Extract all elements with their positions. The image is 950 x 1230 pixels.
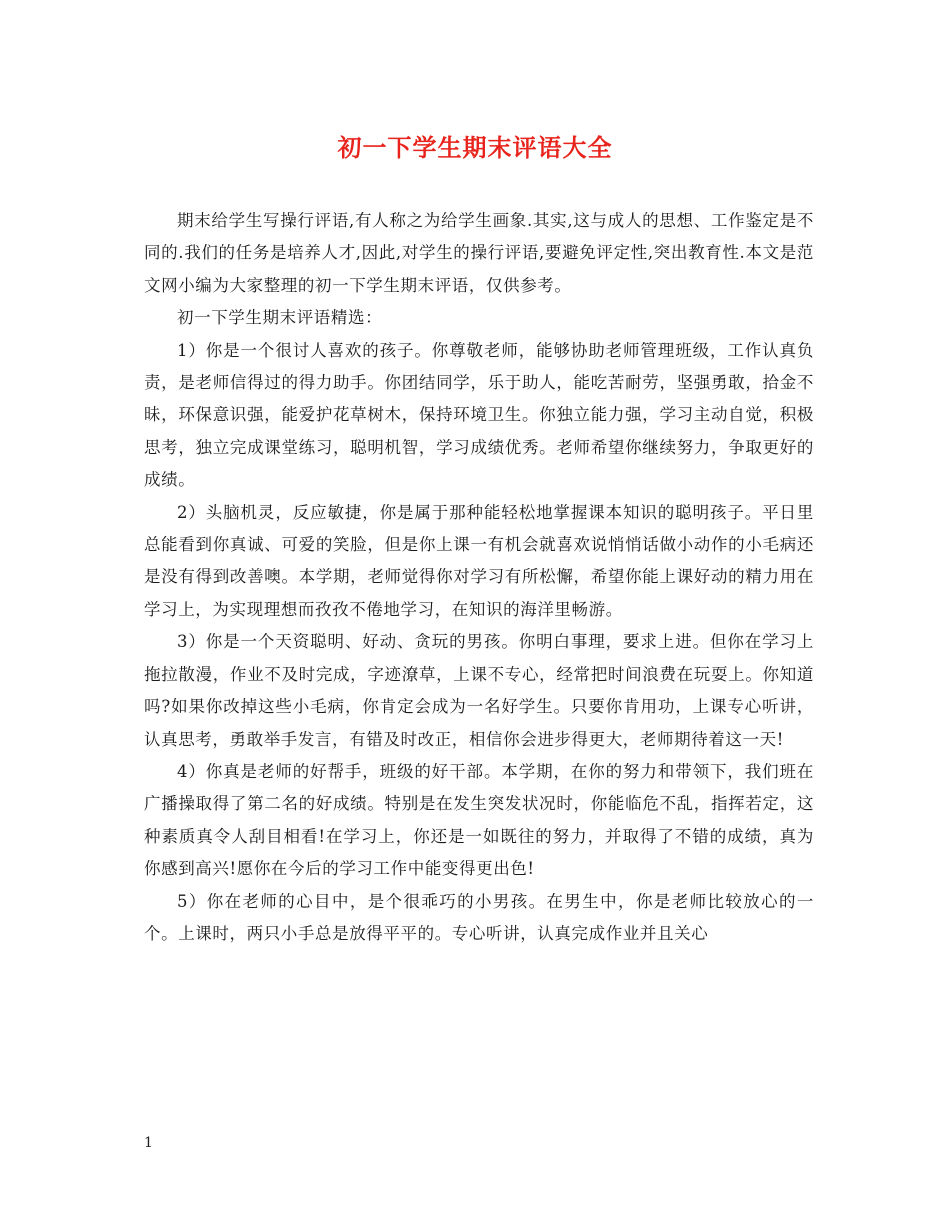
document-body xyxy=(144,205,814,950)
comment-paragraph-1: 1）你是一个很讨人喜欢的孩子。你尊敬老师，能够协助老师管理班级，工作认真负责，是老师信得过的得力助手。你团结同学，乐于助人，能吃苦耐劳，坚强勇敢，拾金不昧，环保意识强，能爱护花草树木，保持环境卫生。你独立能力强，学习主动自觉，积极思考，独立完成课堂练习，聪明机智，学习成绩优秀。老师希望你继续努力，争取更好的成绩。 xyxy=(144,340,814,490)
page-number: 1 xyxy=(144,1135,153,1151)
comment-paragraph-4: 4）你真是老师的好帮手，班级的好干部。本学期，在你的努力和带领下，我们班在广播操取得了第二名的好成绩。特别是在发生突发状况时，你能临危不乱，指挥若定，这种素质真令人刮目相看!在学习上，你还是一如既往的努力，并取得了不错的成绩，真为你感到高兴!愿你在今后的学习工作中能变得更出色! xyxy=(144,761,814,879)
document-title: 初一下学生期末评语大全 xyxy=(337,133,613,162)
intro-paragraph: 期末给学生写操行评语,有人称之为给学生画象.其实,这与成人的思想、工作鉴定是不同的.我们的任务是培养人才,因此,对学生的操行评语,要避免评定性,突出教育性.本文是范文网小编为大家整理的初一下学生期末评语，仅供参考。 xyxy=(144,211,814,295)
section-heading: 初一下学生期末评语精选： xyxy=(177,308,383,328)
comment-paragraph-5: 5）你在老师的心目中，是个很乖巧的小男孩。在男生中，你是老师比较放心的一个。上课时，两只小手总是放得平平的。专心听讲，认真完成作业并且关心 xyxy=(144,891,814,943)
comment-paragraph-3: 3）你是一个天资聪明、好动、贪玩的男孩。你明白事理，要求上进。但你在学习上拖拉散漫，作业不及时完成，字迹潦草，上课不专心，经常把时间浪费在玩耍上。你知道吗?如果你改掉这些小毛病，你肯定会成为一名好学生。只要你肯用功，上课专心听讲，认真思考，勇敢举手发言，有错及时改正，相信你会进步得更大，老师期待着这一天! xyxy=(144,632,814,749)
comment-paragraph-2: 2）头脑机灵，反应敏捷，你是属于那种能轻松地掌握课本知识的聪明孩子。平日里总能看到你真诚、可爱的笑脸，但是你上课一有机会就喜欢说悄悄话做小动作的小毛病还是没有得到改善噢。本学期，老师觉得你对学习有所松懈，希望你能上课好动的精力用在学习上，为实现理想而孜孜不倦地学习，在知识的海洋里畅游。 xyxy=(144,502,814,619)
